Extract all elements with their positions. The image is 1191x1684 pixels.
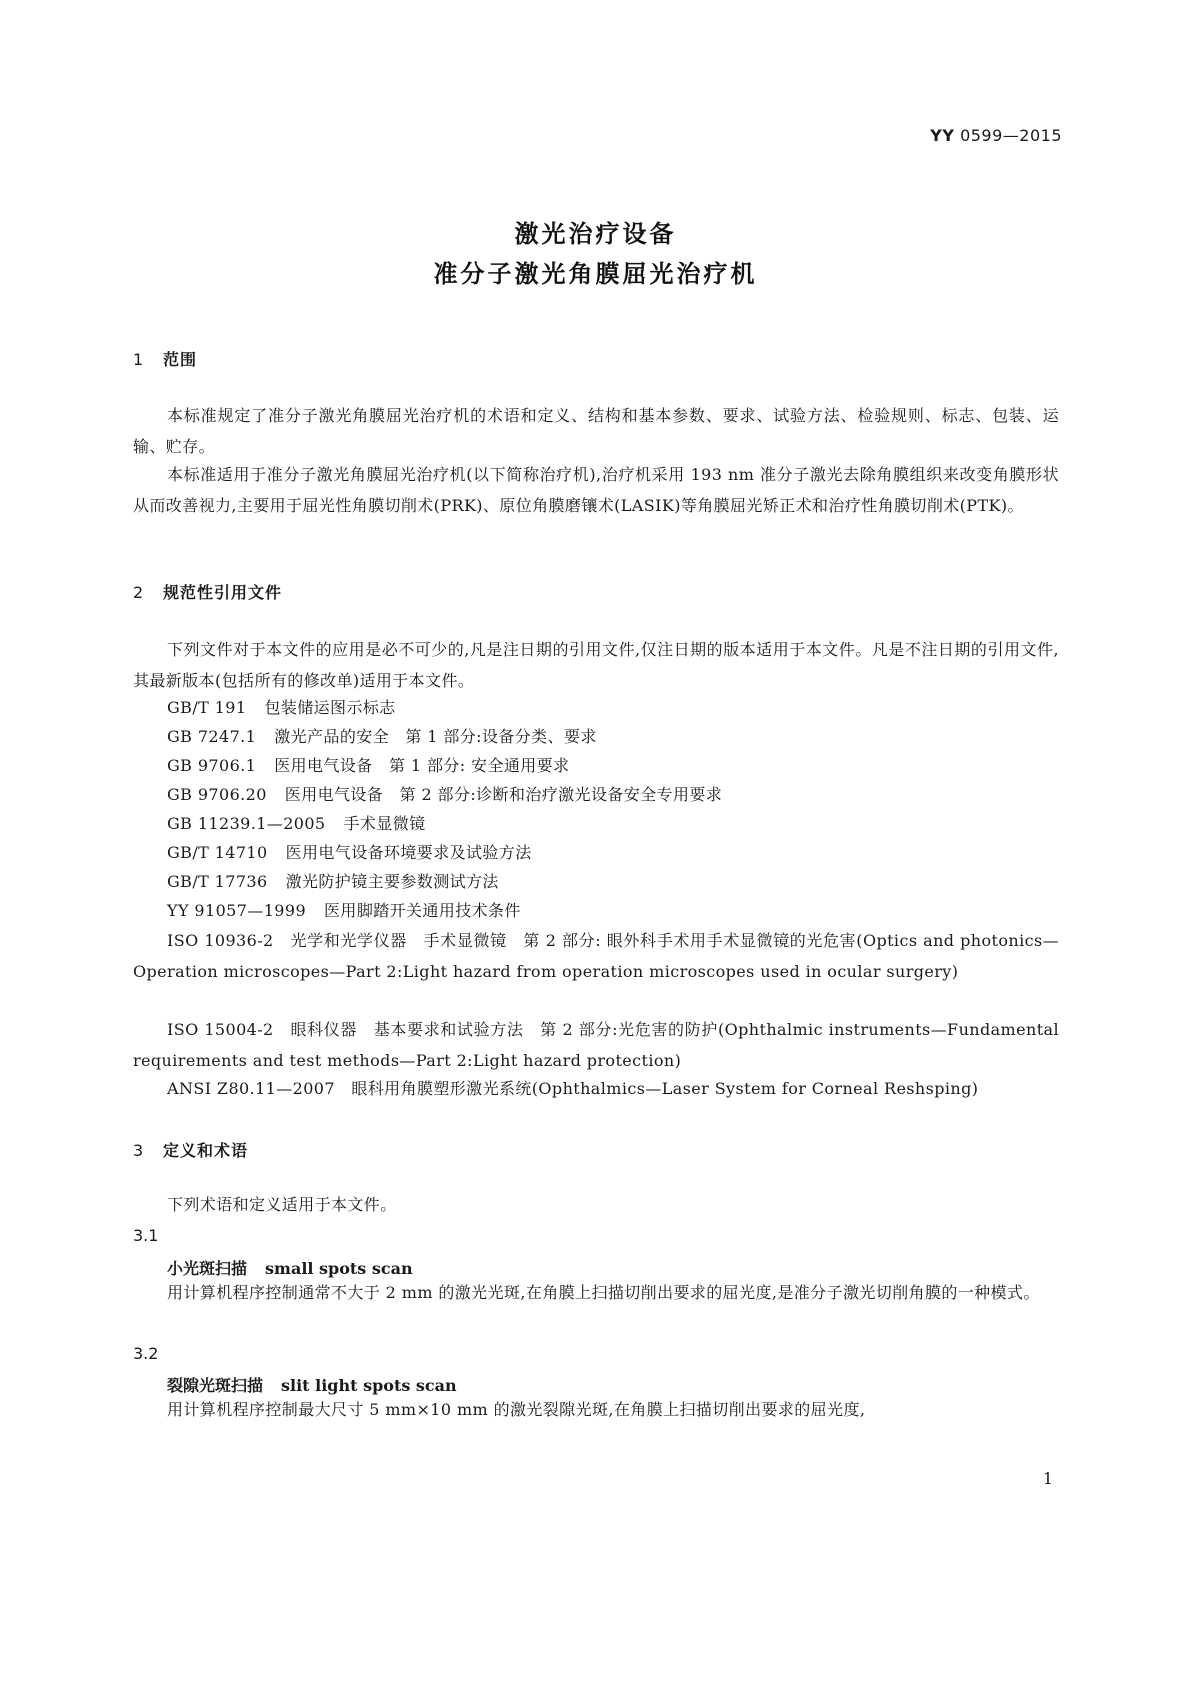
page-number: 1	[1042, 1469, 1053, 1488]
section-2-intro: 下列文件对于本文件的应用是必不可少的,凡是注日期的引用文件,仅注日期的版本适用于本文件。凡是不注日期的引用文件,其最新版本(包括所有的修改单)适用于本文件。	[133, 640, 1059, 690]
reference-item: GB 9706.20 医用电气设备 第 2 部分:诊断和治疗激光设备安全专用要求	[167, 785, 723, 804]
section-3-intro: 下列术语和定义适用于本文件。	[167, 1195, 397, 1214]
term-definition: 用计算机程序控制最大尺寸 5 mm×10 mm 的激光裂隙光斑,在角膜上扫描切削出要求的屈光度,	[167, 1400, 866, 1419]
term-heading: 裂隙光斑扫描 slit light spots scan	[167, 1376, 457, 1395]
clause-number: 3.1	[133, 1226, 159, 1245]
reference-item: GB 7247.1 激光产品的安全 第 1 部分:设备分类、要求	[167, 727, 597, 746]
reference-ansi: ANSI Z80.11—2007 眼科用角膜塑形激光系统(Ophthalmics—Laser System for Corneal Reshsping)	[167, 1079, 979, 1098]
reference-item: YY 91057—1999 医用脚踏开关通用技术条件	[167, 901, 521, 920]
reference-item: GB/T 191 包装储运图示标志	[167, 698, 396, 717]
reference-item: GB 9706.1 医用电气设备 第 1 部分: 安全通用要求	[167, 756, 570, 775]
section-1-paragraph-2: 本标准适用于准分子激光角膜屈光治疗机(以下简称治疗机),治疗机采用 193 nm 准分子激光去除角膜组织来改变角膜形状从而改善视力,主要用于屈光性角膜切削术(PRK)、原位角膜磨镶术(LASIK)等角膜屈光矫正术和治疗性角膜切削术(PTK)。	[133, 465, 1059, 515]
reference-item: GB/T 14710 医用电气设备环境要求及试验方法	[167, 843, 532, 862]
reference-item: GB 11239.1—2005 手术显微镜	[167, 814, 426, 833]
reference-iso-10936: ISO 10936-2 光学和光学仪器 手术显微镜 第 2 部分: 眼外科手术用手术显微镜的光危害(Optics and photonics—Operation microscopes—Part 2:Light hazard from operation microscopes used in ocular surgery)	[133, 931, 1059, 981]
title-line-1: 激光治疗设备	[514, 220, 677, 248]
section-1-heading: 1 范围	[133, 350, 198, 369]
section-1-paragraph-1: 本标准规定了准分子激光角膜屈光治疗机的术语和定义、结构和基本参数、要求、试验方法、检验规则、标志、包装、运输、贮存。	[133, 406, 1059, 456]
reference-iso-15004: ISO 15004-2 眼科仪器 基本要求和试验方法 第 2 部分:光危害的防护(Ophthalmic instruments—Fundamental requirements and test methods—Part 2:Light hazard protection)	[133, 1020, 1059, 1070]
term-definition: 用计算机程序控制通常不大于 2 mm 的激光光斑,在角膜上扫描切削出要求的屈光度,是准分子激光切削角膜的一种模式。	[167, 1283, 1040, 1302]
title-line-2: 准分子激光角膜屈光治疗机	[433, 260, 758, 288]
clause-number: 3.2	[133, 1344, 159, 1363]
section-3-heading: 3 定义和术语	[133, 1141, 249, 1160]
standard-code: YY 0599—2015	[930, 126, 1062, 145]
term-heading: 小光斑扫描 small spots scan	[167, 1259, 413, 1278]
section-2-heading: 2 规范性引用文件	[133, 583, 283, 602]
reference-item: GB/T 17736 激光防护镜主要参数测试方法	[167, 872, 499, 891]
